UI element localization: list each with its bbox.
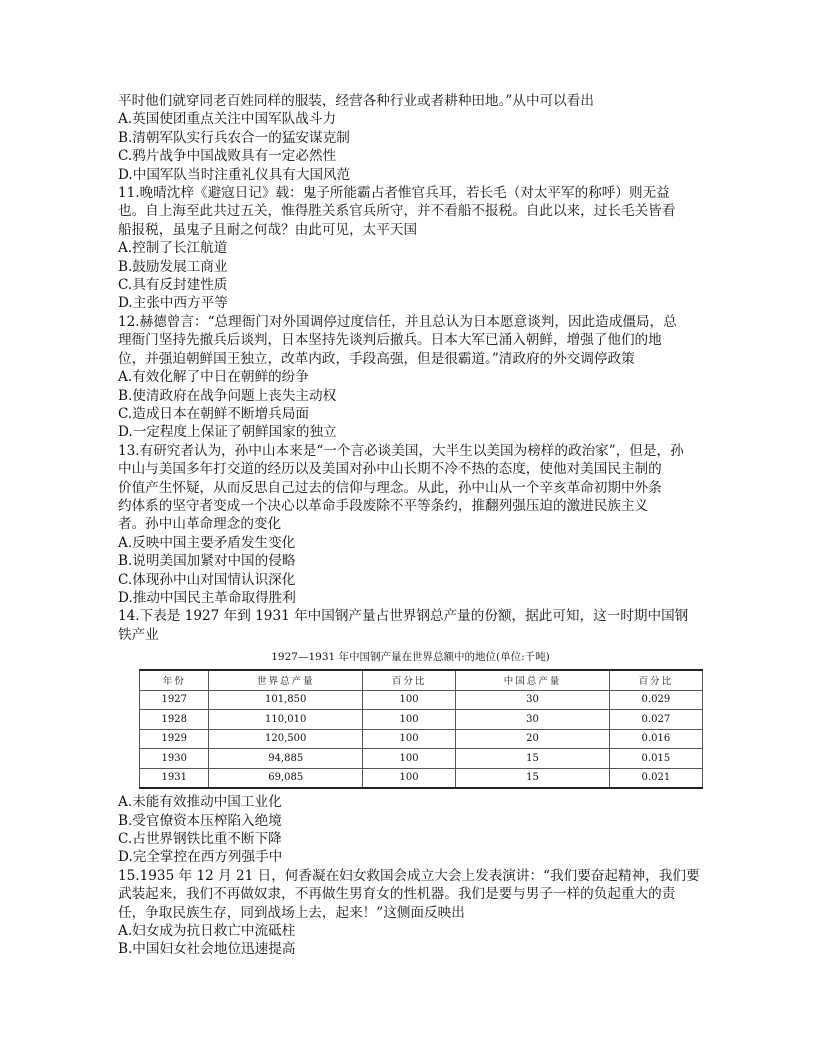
q15-stem-line-1: 15.1935 年 12 月 21 日，何香凝在妇女救国会成立大会上发表演讲：“我们要奋起精神，我们要 [118, 867, 700, 884]
header-world-percent: 百分比 [362, 670, 455, 690]
cell-world-total: 101,850 [209, 690, 363, 710]
q14-option-c: C.占世界钢铁比重不断下降 [118, 831, 282, 847]
q13-option-d: D.推动中国民主革命取得胜利 [118, 589, 296, 606]
q15-option-b: B.中国妇女社会地位迅速提高 [118, 941, 296, 958]
cell-year: 1928 [140, 710, 209, 730]
q14-stem-line-2: 铁产业 [118, 626, 159, 643]
q12-option-b: B.使清政府在战争问题上丧失主动权 [118, 387, 337, 404]
q11-stem-line-2: 也。自上海至此共过五关，惟得胜关系官兵所守，并不看船不报税。自此以来，过长毛关皆看 [118, 203, 676, 220]
cell-world-percent: 100 [362, 690, 455, 710]
q13-stem-line-1: 13.有研究者认为，孙中山本来是“一个言必谈美国，大半生以美国为榜样的政治家”，但是，孙 [118, 442, 684, 459]
q15-stem-line-2: 武装起来，我们不再做奴隶，不再做生男育女的性机器。我们是要与男子一样的负起重大的责 [118, 886, 676, 903]
q11-option-a: A.控制了长江航道 [118, 240, 228, 257]
q10-option-a: A.英国使团重点关注中国军队战斗力 [118, 111, 337, 128]
q13-stem-line-3: 价值产生怀疑，从而反思自己过去的信仰与理念。从此，孙中山从一个辛亥革命初期中外条 [118, 479, 662, 496]
q12-stem-line-3: 位，并强迫朝鲜国王独立，改革内政，手段高强，但是很霸道。”清政府的外交调停政策 [118, 350, 635, 367]
q12-option-c: C.造成日本在朝鲜不断增兵局面 [118, 405, 309, 422]
table-row [140, 768, 703, 788]
cell-china-total: 15 [456, 749, 610, 769]
cell-year: 1931 [140, 768, 209, 788]
header-world-total: 世界总产量 [209, 670, 363, 690]
q13-option-c: C.体现孙中山对国情认识深化 [118, 571, 296, 588]
q11-option-b: B.鼓励发展工商业 [118, 258, 228, 275]
q15-option-a: A.妇女成为抗日救亡中流砥柱 [118, 923, 296, 940]
header-china-total: 中国总产量 [456, 670, 610, 690]
cell-china-total: 30 [456, 710, 610, 730]
q11-option-c: C.具有反封建性质 [118, 277, 228, 294]
q13-option-b: B.说明美国加紧对中国的侵略 [118, 553, 296, 570]
q13-stem-line-5: 者。孙中山革命理念的变化 [118, 516, 282, 533]
cell-world-percent: 100 [362, 768, 455, 788]
cell-world-percent: 100 [362, 710, 455, 730]
q11-stem-line-3: 船报税，虽鬼子且耐之何哉？由此可见，太平天国 [118, 221, 418, 238]
cell-china-total: 30 [456, 690, 610, 710]
q10-option-c: C.鸦片战争中国战败具有一定必然性 [118, 148, 337, 165]
cell-world-total: 69,085 [209, 768, 363, 788]
table-row [140, 729, 703, 749]
cell-china-percent: 0.016 [609, 729, 702, 749]
q12-option-a: A.有效化解了中日在朝鲜的纷争 [118, 369, 309, 386]
q13-stem-line-4: 约体系的坚守者变成一个决心以革命手段废除不平等条约，推翻列强压迫的激进民族主义 [118, 497, 649, 514]
q14-option-d: D.完全掌控在西方列强手中 [118, 849, 283, 866]
q12-option-d: D.一定程度上保证了朝鲜国家的独立 [118, 424, 337, 441]
steel-production-table [139, 669, 703, 789]
q11-option-d: D.主张中西方平等 [118, 295, 228, 312]
cell-year: 1929 [140, 729, 209, 749]
q14-option-a: A.未能有效推动中国工业化 [118, 794, 282, 811]
cell-china-percent: 0.029 [609, 690, 702, 710]
q14-option-b: B.受官僚资本压榨陷入绝境 [118, 812, 282, 829]
table-row [140, 749, 703, 769]
q10-option-b: B.清朝军队实行兵农合一的猛安谋克制 [118, 129, 350, 146]
cell-year: 1930 [140, 749, 209, 769]
table-row [140, 710, 703, 730]
cell-china-total: 20 [456, 729, 610, 749]
table-row [140, 690, 703, 710]
cell-world-percent: 100 [362, 749, 455, 769]
header-year: 年份 [140, 670, 209, 690]
cell-world-total: 94,885 [209, 749, 363, 769]
cell-china-percent: 0.015 [609, 749, 702, 769]
cell-year: 1927 [140, 690, 209, 710]
q15-stem-line-3: 任，争取民族生存，同到战场上去，起来！”这侧面反映出 [118, 904, 465, 921]
cell-world-percent: 100 [362, 729, 455, 749]
q14-stem-line-1: 14.下表是 1927 年到 1931 年中国钢产量占世界钢总产量的份额，据此可知，这一时期中国钢 [118, 608, 689, 625]
q11-stem-line-1: 11.晚晴沈梓《避寇日记》载：鬼子所能霸占者惟官兵耳，若长毛（对太平军的称呼）则无益 [118, 185, 670, 202]
table-caption: 1927—1931 年中国钢产量在世界总额中的地位(单位:千吨) [271, 651, 550, 664]
cell-china-percent: 0.027 [609, 710, 702, 730]
q12-stem-line-1: 12.赫德曾言：“总理衙门对外国调停过度信任，并且总认为日本愿意谈判，因此造成僵局，总 [118, 313, 677, 330]
q10-option-d: D.中国军队当时注重礼仪具有大国风范 [118, 166, 351, 183]
header-china-percent: 百分比 [609, 670, 702, 690]
q13-stem-line-2: 中山与美国多年打交道的经历以及美国对孙中山长期不冷不热的态度，使他对美国民主制的 [118, 461, 662, 478]
cell-china-total: 15 [456, 768, 610, 788]
q10-stem-tail: 平时他们就穿同老百姓同样的服装，经营各种行业或者耕种田地。”从中可以看出 [118, 93, 594, 109]
table-header-row [140, 670, 703, 690]
cell-world-total: 110,010 [209, 710, 363, 730]
exam-page [118, 92, 703, 959]
cell-china-percent: 0.021 [609, 768, 702, 788]
q12-stem-line-2: 理衙门坚持先撤兵后谈判，日本坚持先谈判后撤兵。日本大军已涌入朝鲜，增强了他们的地 [118, 332, 662, 349]
q13-option-a: A.反映中国主要矛盾发生变化 [118, 534, 296, 551]
cell-world-total: 120,500 [209, 729, 363, 749]
